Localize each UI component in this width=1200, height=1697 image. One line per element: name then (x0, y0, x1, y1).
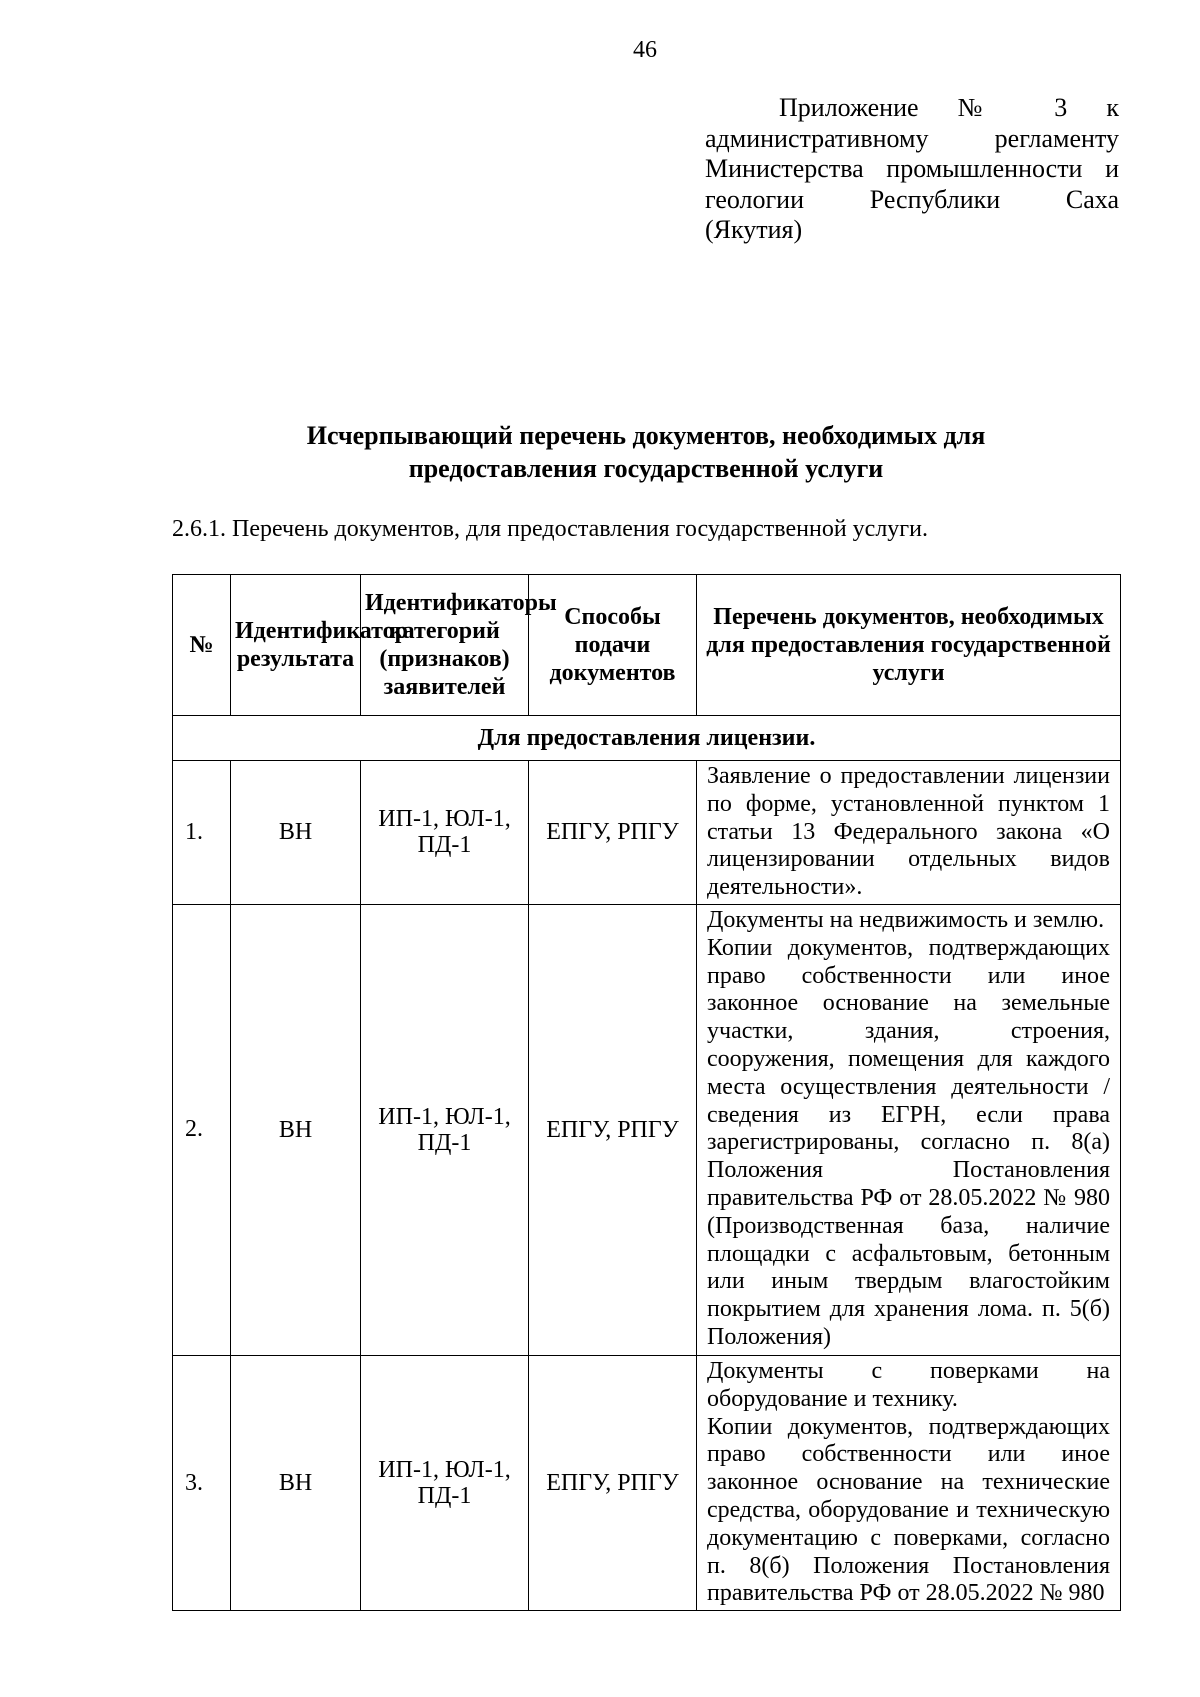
row-result-id: ВН (231, 904, 361, 1355)
document-title-line-1: Исчерпывающий перечень документов, необходимых для (306, 421, 986, 450)
row-documents (697, 761, 1121, 905)
row-documents (697, 904, 1121, 1355)
row-applicant-id: ИП-1, ЮЛ-1, ПД-1 (361, 904, 529, 1355)
appendix-line-5: (Якутия) (705, 215, 803, 244)
header-result-id: Идентификатор результата (231, 575, 361, 716)
table-row (173, 761, 1121, 905)
appendix-line-2: административному регламенту (705, 123, 1119, 153)
document-title-line-2: предоставления государственной услуги (408, 454, 884, 483)
header-submission: Способы подачи документов (529, 575, 697, 716)
row-applicant-id: ИП-1, ЮЛ-1, ПД-1 (361, 1355, 529, 1610)
row-documents-text: Копии документов, подтверждающих право собственности или иное законное основание на технические средства, оборудование и техническую документацию с поверками, согласно п. 8(б) Положения Постановления правительства РФ от 28.05.2022 № 980 (707, 1413, 1110, 1607)
row-documents (697, 1355, 1121, 1610)
row-documents-text: Копии документов, подтверждающих право собственности или иное законное основание на земельные участки, здания, строения, сооружения, помещения для каждого места осуществления деятельности /сведения из ЕГРН, если права зарегистрированы, согласно п. 8(а) Положения Постановления правительства РФ от 28.05.2022 № 980 (Производственная база, наличие площадки с асфальтовым, бетонным или иным твердым влагостойким покрытием для хранения лома. п. 5(б) Положения) (707, 934, 1110, 1350)
document-title (172, 419, 1120, 485)
appendix-note (705, 93, 1119, 246)
table-section-row (173, 716, 1121, 761)
section-subtitle: 2.6.1. Перечень документов, для предоставления государственной услуги. (172, 516, 928, 542)
header-applicant-id: Идентификаторы категорий (признаков) заявителей (361, 575, 529, 716)
row-num: 2. (173, 904, 231, 1355)
row-num: 1. (173, 761, 231, 905)
page-number: 46 (633, 37, 657, 63)
table-row (173, 904, 1121, 1355)
appendix-line-4: геологии Республики Саха (705, 184, 1119, 214)
appendix-line-3: Министерства промышленности и (705, 154, 1119, 183)
row-documents-text: Заявление о предоставлении лицензии по форме, установленной пунктом 1 статьи 13 Федерального закона «О лицензировании отдельных видов деятельности». (707, 763, 1110, 901)
row-submission: ЕПГУ, РПГУ (529, 904, 697, 1355)
row-submission: ЕПГУ, РПГУ (529, 1355, 697, 1610)
appendix-line-1: Приложение № 3 к (779, 93, 1119, 122)
header-documents: Перечень документов, необходимых для предоставления государственной услуги (697, 575, 1121, 716)
row-applicant-id: ИП-1, ЮЛ-1, ПД-1 (361, 761, 529, 905)
row-num: 3. (173, 1355, 231, 1610)
row-result-id: ВН (231, 1355, 361, 1610)
header-num: № (173, 575, 231, 716)
row-documents-heading: Документы на недвижимость и землю. (707, 906, 1105, 933)
table-row (173, 1355, 1121, 1610)
table-header-row (173, 575, 1121, 716)
row-result-id: ВН (231, 761, 361, 905)
row-submission: ЕПГУ, РПГУ (529, 761, 697, 905)
documents-table (172, 574, 1121, 1611)
row-documents-heading: Документы с поверками на оборудование и технику. (707, 1357, 1110, 1412)
section-title: Для предоставления лицензии. (173, 716, 1121, 761)
